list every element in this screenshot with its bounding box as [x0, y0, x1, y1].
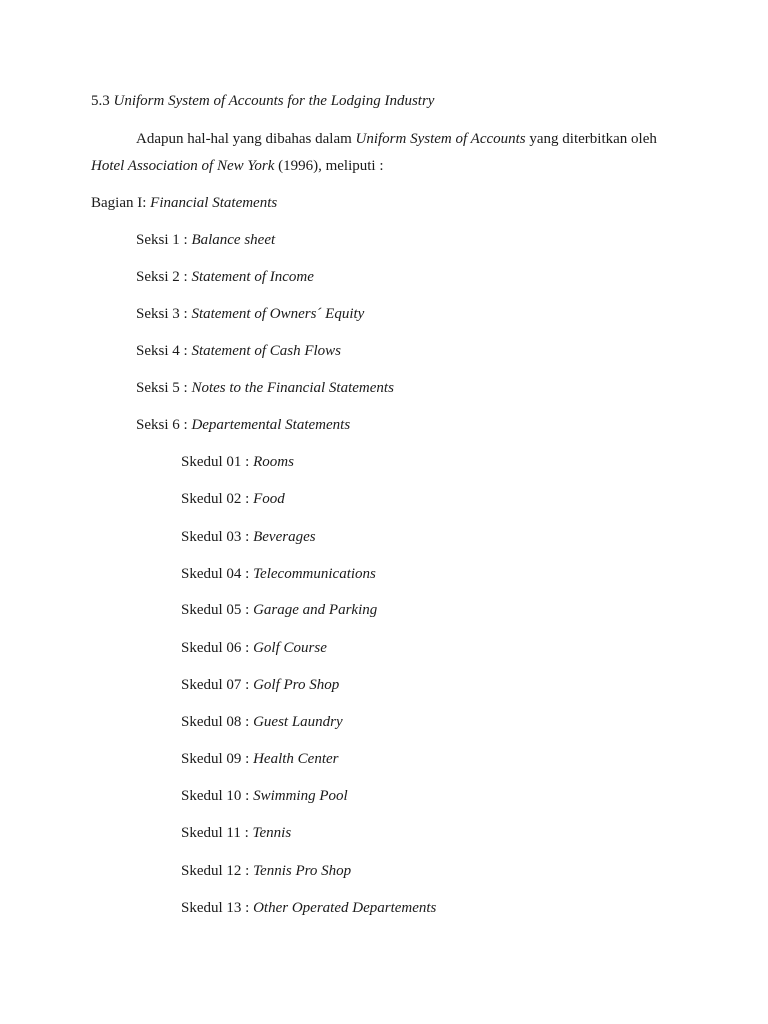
section-item	[136, 342, 341, 360]
section-prefix: Seksi 6 :	[136, 417, 192, 433]
section-title: Departemental Statements	[191, 417, 351, 433]
schedule-title: Golf Course	[253, 640, 327, 656]
schedule-title: Other Operated Departements	[253, 900, 437, 916]
heading-number: 5.3	[91, 93, 114, 109]
section-title: Statement of Cash Flows	[191, 343, 342, 359]
schedule-prefix: Skedul 07 :	[181, 677, 254, 693]
heading-title: Uniform System of Accounts for the Lodging Industry	[113, 93, 435, 109]
schedule-prefix: Skedul 13 :	[181, 900, 254, 916]
schedule-title: Beverages	[253, 529, 316, 545]
section-prefix: Seksi 2 :	[136, 269, 192, 285]
section-prefix: Seksi 1 :	[136, 232, 192, 248]
schedule-title: Health Center	[253, 751, 339, 767]
schedule-item	[181, 750, 339, 768]
schedule-prefix: Skedul 06 :	[181, 640, 254, 656]
schedule-title: Guest Laundry	[253, 714, 343, 730]
section-item	[136, 268, 314, 286]
schedule-prefix: Skedul 01 :	[181, 454, 254, 470]
section-prefix: Seksi 5 :	[136, 380, 192, 396]
part-title: Financial Statements	[150, 195, 278, 211]
section-item	[136, 305, 364, 323]
section-title: Balance sheet	[191, 232, 276, 248]
schedule-item	[181, 490, 285, 508]
schedule-prefix: Skedul 03 :	[181, 529, 254, 545]
section-title: Statement of Owners´ Equity	[191, 306, 365, 322]
schedule-title: Telecommunications	[253, 566, 376, 582]
intro-italic-term: Uniform System of Accounts	[355, 131, 526, 147]
section-prefix: Seksi 4 :	[136, 343, 192, 359]
schedule-title: Golf Pro Shop	[253, 677, 340, 693]
part-heading	[91, 194, 277, 212]
intro-publisher: Hotel Association of New York	[91, 158, 275, 174]
section-prefix: Seksi 3 :	[136, 306, 192, 322]
schedule-title: Swimming Pool	[253, 788, 348, 804]
intro-line-2	[91, 157, 384, 175]
schedule-prefix: Skedul 12 :	[181, 863, 254, 879]
intro-line-1	[136, 130, 657, 148]
section-item	[136, 231, 275, 249]
part-prefix: Bagian I:	[91, 195, 151, 211]
schedule-prefix: Skedul 02 :	[181, 491, 254, 507]
schedule-item	[181, 899, 436, 917]
schedule-title: Rooms	[253, 454, 294, 470]
section-title: Statement of Income	[191, 269, 314, 285]
section-item	[136, 416, 350, 434]
schedule-prefix: Skedul 10 :	[181, 788, 254, 804]
schedule-item	[181, 453, 294, 471]
schedule-item	[181, 824, 291, 842]
schedule-item	[181, 639, 327, 657]
section-item	[136, 379, 394, 397]
schedule-prefix: Skedul 08 :	[181, 714, 254, 730]
schedule-prefix: Skedul 05 :	[181, 602, 254, 618]
section-title: Notes to the Financial Statements	[191, 380, 394, 396]
schedule-item	[181, 601, 377, 619]
schedule-prefix: Skedul 09 :	[181, 751, 254, 767]
schedule-item	[181, 676, 339, 694]
section-heading	[91, 92, 434, 110]
schedule-item	[181, 528, 316, 546]
schedule-title: Garage and Parking	[253, 602, 378, 618]
schedule-item	[181, 787, 348, 805]
schedule-item	[181, 862, 351, 880]
intro-text: Adapun hal-hal yang dibahas dalam	[136, 131, 356, 147]
intro-tail-2: (1996), meliputi :	[274, 158, 384, 174]
schedule-item	[181, 565, 376, 583]
schedule-title: Tennis Pro Shop	[253, 863, 352, 879]
schedule-item	[181, 713, 343, 731]
intro-tail: yang diterbitkan oleh	[525, 131, 657, 147]
schedule-title: Tennis	[252, 825, 292, 841]
schedule-prefix: Skedul 04 :	[181, 566, 254, 582]
schedule-title: Food	[253, 491, 285, 507]
schedule-prefix: Skedul 11 :	[181, 825, 253, 841]
